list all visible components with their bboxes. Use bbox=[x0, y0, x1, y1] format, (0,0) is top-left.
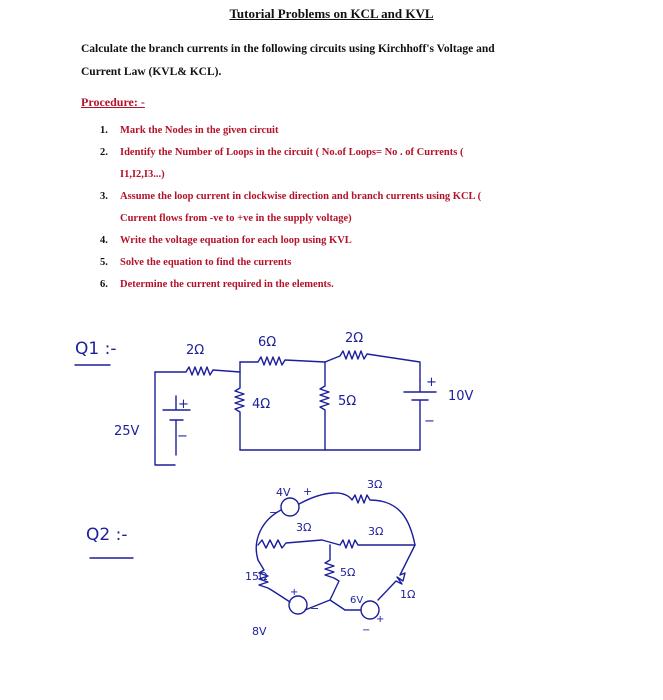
step-text-continued: Current flows from -ve to +ve in the supply voltage) bbox=[120, 213, 352, 224]
q2-circuit bbox=[86, 478, 415, 638]
q2-plus-bl: + bbox=[290, 587, 299, 598]
q2-plus-top: + bbox=[303, 485, 313, 498]
q2-minus-top: − bbox=[269, 506, 279, 519]
q2-label-4v: 4V bbox=[276, 486, 291, 499]
q1-resistor-2ohm-a bbox=[155, 367, 240, 375]
q1-minus-right: − bbox=[424, 414, 435, 429]
q1-label-25v: 25V bbox=[114, 424, 140, 439]
q2-label-r-center: 5Ω bbox=[340, 566, 356, 579]
q1-left-bottom-wire bbox=[155, 440, 175, 465]
q1-resistor-5ohm bbox=[320, 362, 329, 450]
q2-label-r-top-right: 3Ω bbox=[367, 478, 383, 491]
q1-resistor-2ohm-b bbox=[325, 351, 420, 380]
q1-label-r-mid1: 4Ω bbox=[252, 397, 271, 412]
q2-label-r-left: 15Ω bbox=[245, 570, 268, 583]
intro-line-1: Calculate the branch currents in the following circuits using Kirchhoff's Voltage and bbox=[81, 43, 495, 55]
step-text: Determine the current required in the elements. bbox=[120, 279, 334, 290]
q2-top-right-resistor bbox=[299, 493, 415, 545]
q2-label-r-right: 1Ω bbox=[400, 588, 416, 601]
q1-minus-left: − bbox=[177, 429, 188, 444]
step-text: Identify the Number of Loops in the circuit ( No.of Loops= No . of Currents ( bbox=[120, 147, 464, 158]
q2-label-r-mid-right: 3Ω bbox=[368, 525, 384, 538]
step-text: Mark the Nodes in the given circuit bbox=[120, 125, 279, 136]
q1-label-r-top3: 2Ω bbox=[345, 331, 364, 346]
step-number: 3. bbox=[100, 191, 108, 202]
intro-line-2: Current Law (KVL& KCL). bbox=[81, 66, 222, 78]
step-number: 4. bbox=[100, 235, 108, 246]
q1-label-r-top2: 6Ω bbox=[258, 335, 277, 350]
step-text-continued: I1,I2,I3...) bbox=[120, 169, 165, 180]
step-number: 2. bbox=[100, 147, 108, 158]
procedure-heading: Procedure: - bbox=[81, 95, 145, 109]
q2-source-8v bbox=[289, 596, 307, 614]
step-text: Solve the equation to find the currents bbox=[120, 257, 292, 268]
q2-middle-resistors bbox=[258, 540, 415, 548]
step-text: Assume the loop current in clockwise direction and branch currents using KCL ( bbox=[120, 191, 482, 202]
document-title: Tutorial Problems on KCL and KVL bbox=[229, 6, 434, 21]
q2-label-6v: 6V bbox=[350, 595, 364, 606]
step-number: 6. bbox=[100, 279, 108, 290]
q2-plus-br: + bbox=[376, 614, 385, 625]
q1-resistor-6ohm bbox=[240, 357, 325, 365]
q1-plus-left: + bbox=[178, 397, 189, 412]
q1-label: Q1 :- bbox=[75, 339, 117, 359]
q1-label-10v: 10V bbox=[448, 389, 474, 404]
q1-circuit bbox=[75, 331, 474, 465]
q1-label-r-top1: 2Ω bbox=[186, 343, 205, 358]
q2-minus-bl: − bbox=[310, 602, 320, 615]
q2-minus-br: − bbox=[362, 625, 371, 636]
step-text: Write the voltage equation for each loop using KVL bbox=[120, 235, 352, 246]
q1-label-r-mid2: 5Ω bbox=[338, 394, 357, 409]
step-number: 1. bbox=[100, 125, 108, 136]
q2-label-r-mid-left: 3Ω bbox=[296, 521, 312, 534]
q1-plus-right: + bbox=[426, 375, 437, 390]
q2-label: Q2 :- bbox=[86, 525, 128, 545]
q2-source-4v bbox=[281, 498, 299, 516]
q2-label-8v: 8V bbox=[252, 625, 267, 638]
step-number: 5. bbox=[100, 257, 108, 268]
q1-resistor-4ohm bbox=[235, 372, 244, 450]
